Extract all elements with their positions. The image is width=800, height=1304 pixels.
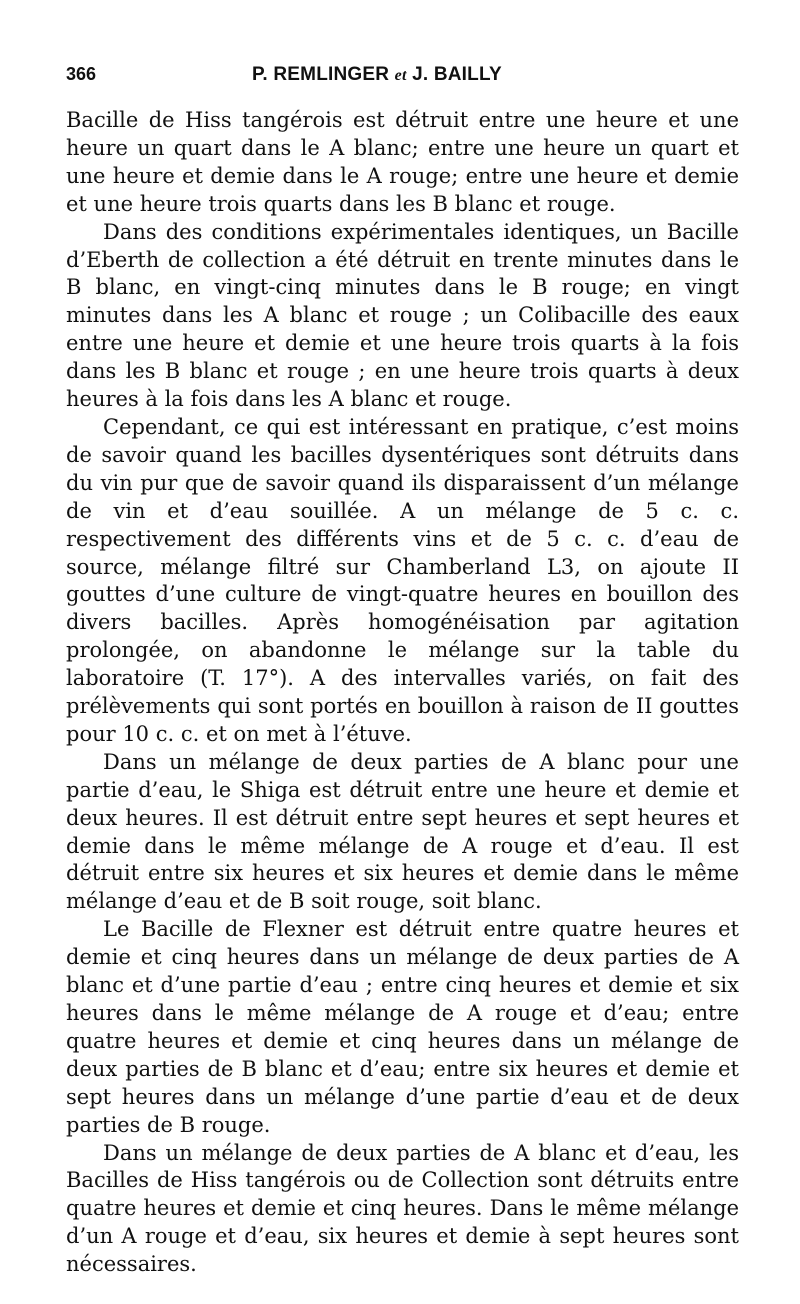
paragraph-6: Dans un mélange de deux parties de A blanc et d’eau, les Bacilles de Hiss tangérois ou de Collection sont détruits entre quatre heures et demie et cinq heures. Dans le même mélange d’un A rouge et d’eau, six heures et demie à sept heures sont nécessaires. <box>66 1140 739 1277</box>
author-remlinger: P. REMLINGER <box>252 64 390 85</box>
author-conjunction: et <box>394 67 407 84</box>
running-head-authors <box>252 64 502 86</box>
paragraph-2: Dans des conditions expérimentales identiques, un Bacille d’Eberth de collection a été détruit en trente minutes dans le B blanc, en vingt-cinq minutes dans le B rouge; en vingt minutes dans les A blanc et rouge ; un Colibacille des eaux entre une heure et demie et une heure trois quarts à la fois dans les B blanc et rouge ; en une heure trois quarts à deux heures à la fois dans les A blanc et rouge. <box>66 219 739 412</box>
author-bailly: J. BAILLY <box>412 64 502 85</box>
paragraph-1: Bacille de Hiss tangérois est détruit entre une heure et une heure un quart dans le A blanc; entre une heure un quart et une heure et demie dans le A rouge; entre une heure et demie et une heure trois quarts dans les B blanc et rouge. <box>66 108 739 216</box>
page-header <box>66 64 739 94</box>
paragraph-5: Le Bacille de Flexner est détruit entre quatre heures et demie et cinq heures dans un mélange de deux parties de A blanc et d’une partie d’eau ; entre cinq heures et demie et six heures dans le même mélange de A rouge et d’eau; entre quatre heures et demie et cinq heures dans un mélange de deux parties de B blanc et d’eau; entre six heures et demie et sept heures dans un mélange d’une partie d’eau et de deux parties de B rouge. <box>66 917 739 1137</box>
paragraph-4: Dans un mélange de deux parties de A blanc pour une partie d’eau, le Shiga est détruit entre une heure et demie et deux heures. Il est détruit entre sept heures et sept heures et demie dans le même mélange de A rouge et d’eau. Il est détruit entre six heures et six heures et demie dans le même mélange d’eau et de B soit rouge, soit blanc. <box>66 749 739 914</box>
paragraph-3: Cependant, ce qui est intéressant en pratique, c’est moins de savoir quand les bacilles dysentériques sont détruits dans du vin pur que de savoir quand ils disparaissent d’un mélange de vin et d’eau souillée. A un mélange de 5 c. c. respectivement des différents vins et de 5 c. c. d’eau de source, mélange filtré sur Chamberland L3, on ajoute II gouttes d’une culture de vingt-quatre heures en bouillon des divers bacilles. Après homogénéisation par agitation prolongée, on abandonne le mélange sur la table du laboratoire (T. 17°). A des intervalles variés, on fait des prélèvements qui sont portés en bouillon à raison de II gouttes pour 10 c. c. et on met à l’étuve. <box>66 414 739 746</box>
page-number: 366 <box>66 64 97 84</box>
body-text <box>66 107 739 1279</box>
